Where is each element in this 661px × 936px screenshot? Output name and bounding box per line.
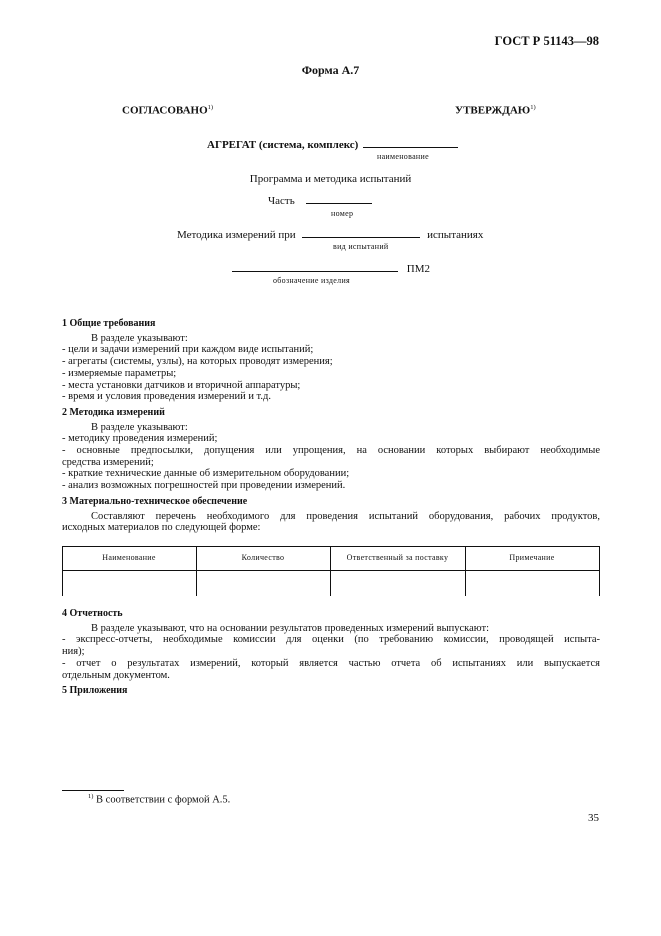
section-4-title: 4 Отчетность [62, 608, 123, 619]
list-item: - краткие технические данные об измерительном оборудовании; [62, 468, 350, 480]
agreed-footnote-mark: 1) [207, 104, 214, 111]
list-item: - экспресс-отчеты, необходимые комиссии для оценки (по требованию комиссии, проводящей испыта- [62, 634, 600, 646]
part-label: Часть [268, 195, 295, 207]
page-number: 35 [588, 812, 599, 824]
list-item: - методику проведения измерений; [62, 433, 218, 445]
list-item: - цели и задачи измерений при каждом виде испытаний; [62, 344, 314, 356]
list-item: - места установки датчиков и вторичной аппаратуры; [62, 379, 301, 391]
approve-label [455, 104, 536, 117]
part-field [268, 194, 372, 207]
product-suffix: ПМ2 [406, 263, 430, 275]
standard-header: ГОСТ Р 51143—98 [494, 34, 599, 48]
method-blank [302, 228, 420, 238]
part-caption: номер [331, 209, 354, 218]
table-border-top [62, 546, 600, 547]
product-caption: обозначение изделия [273, 276, 351, 285]
section-5-title: 5 Приложения [62, 685, 128, 697]
approve-text: УТВЕРЖДАЮ [455, 104, 531, 117]
section-4-intro: В разделе указывают, что на основании результатов проведенных измерений выпускают: [91, 622, 489, 634]
section-3-text: Составляют перечень необходимого для проведения испытаний оборудования, рабочих продуктов, [91, 510, 600, 522]
sections-4-5 [62, 608, 600, 697]
product-blank [232, 262, 398, 272]
list-item: - измеряемые параметры; [62, 367, 177, 379]
aggregate-caption: наименование [377, 152, 429, 161]
list-item: - основные предпосылки, допущения или упрощения, на основании которых выбирают необходимые [62, 445, 600, 457]
aggregate-field [207, 138, 458, 151]
table-header-quantity: Количество [241, 553, 285, 562]
part-blank [306, 194, 372, 204]
list-item-continuation: ния); [62, 646, 85, 658]
table-header-responsible: Ответственный за поставку [346, 553, 449, 562]
agreed-text: СОГЛАСОВАНО [122, 104, 208, 117]
list-item-continuation: отдельным документом. [62, 669, 170, 681]
program-title: Программа и методика испытаний [249, 173, 412, 185]
aggregate-blank [363, 138, 458, 148]
section-3-text-continuation: исходных материалов по следующей форме: [62, 522, 261, 534]
section-2-title: 2 Методика измерений [62, 406, 165, 418]
method-suffix: испытаниях [427, 229, 484, 241]
section-1-intro: В разделе указывают: [91, 332, 188, 344]
table-header-divider [62, 570, 600, 571]
list-item: - отчет о результатах измерений, который является частью отчета об испытаниях или выпускается [62, 657, 600, 669]
section-1-title: 1 Общие требования [62, 318, 156, 329]
product-field [232, 262, 430, 275]
table-border-right [599, 546, 600, 596]
list-item: - время и условия проведения измерений и т.д. [62, 391, 271, 403]
method-field [177, 228, 483, 241]
aggregate-label: АГРЕГАТ (система, комплекс) [207, 139, 359, 151]
method-prefix: Методика измерений при [177, 229, 296, 241]
agreed-label [122, 104, 213, 117]
footnote-mark: 1) [88, 793, 94, 800]
footnote-text: В соответствии с формой А.5. [96, 794, 231, 806]
sections-1-2 [62, 318, 600, 534]
list-item: - анализ возможных погрешностей при проведении измерений. [62, 480, 346, 492]
method-caption: вид испытаний [333, 242, 389, 251]
footnote-divider [62, 790, 124, 791]
form-title: Форма А.7 [301, 63, 360, 77]
resources-table [62, 546, 600, 596]
table-header-name: Наименование [102, 553, 156, 562]
approve-footnote-mark: 1) [530, 104, 536, 111]
list-item-continuation: средства измерений; [62, 456, 154, 468]
list-item: - агрегаты (системы, узлы), на которых проводят измерения; [62, 356, 333, 368]
section-2-intro: В разделе указывают: [91, 421, 188, 433]
footnote [88, 793, 230, 806]
section-3-title: 3 Материально-техническое обеспечение [62, 495, 248, 507]
table-header-note: Примечание [509, 553, 555, 562]
